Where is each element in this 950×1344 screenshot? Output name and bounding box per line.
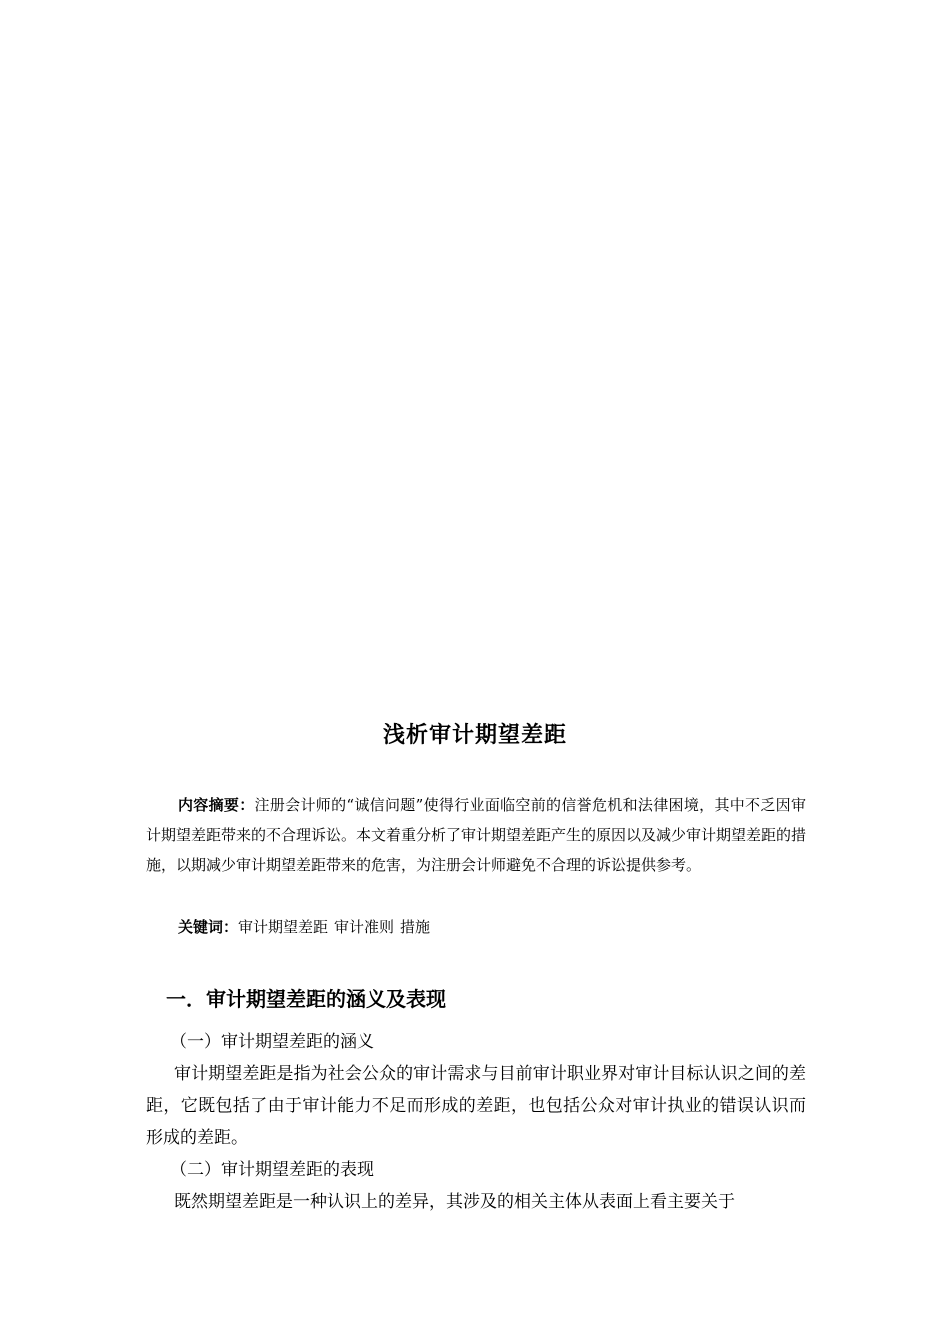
abstract-label: 内容摘要：: [178, 796, 255, 814]
body-paragraph: 既然期望差距是一种认识上的差异，其涉及的相关主体从表面上看主要关于: [174, 1192, 735, 1212]
abstract-paragraph: [146, 790, 806, 880]
section-body: [146, 1026, 806, 1218]
body-paragraph: 审计期望差距是指为社会公众的审计需求与目前审计职业界对审计目标认识之间的差距，它既包括了由于审计能力不足而形成的差距，也包括公众对审计执业的错误认识而形成的差距。: [146, 1064, 806, 1148]
keyword: 审计期望差距: [238, 918, 329, 936]
subsection-heading: （一）审计期望差距的涵义: [170, 1032, 374, 1052]
subsection-heading: （二）审计期望差距的表现: [170, 1160, 374, 1180]
keyword: 审计准则: [334, 918, 395, 936]
keyword: 措施: [400, 918, 431, 936]
abstract-text: 注册会计师的“诚信问题”使得行业面临空前的信誉危机和法律困境，其中不乏因审计期望差距带来的不合理诉讼。本文着重分析了审计期望差距产生的原因以及减少审计期望差距的措施，以期减少审计期望差距带来的危害，为注册会计师避免不合理的诉讼提供参考。: [146, 796, 807, 874]
keywords-label: 关键词：: [178, 918, 239, 936]
document-title: 浅析审计期望差距: [382, 723, 567, 748]
section-heading: 一．审计期望差距的涵义及表现: [166, 987, 446, 1011]
keywords-line: [178, 912, 808, 942]
